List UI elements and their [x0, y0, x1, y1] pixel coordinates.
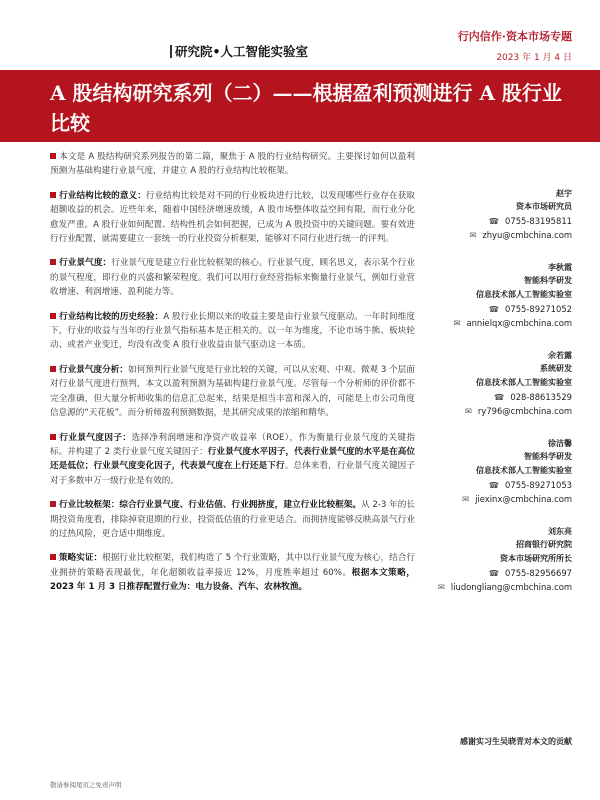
author-contact	[402, 566, 572, 580]
paragraph-emphasis: 根据本文策略，2023 年 1 月 3 日推荐配置行业为：电力设备、汽车、农林牧渔。	[50, 567, 415, 593]
author-title: 智能科学研发	[524, 276, 572, 285]
paragraph-body: A 股行业长期以来的收益主要是由行业景气度驱动。一年时间维度下，行业的收益与当年的行业景气指标基本是正相关的。以一年为维度，不论市场牛熊、板块轮动、或者产业变迁，均没有改变 A 股行业收益由景气驱动这一本质。	[50, 311, 415, 351]
paragraph-lead: 行业结构比较的意义：	[59, 190, 146, 201]
summary-paragraph	[50, 310, 415, 353]
email-icon: ✉	[464, 406, 472, 416]
author-title: 信息技术部人工智能实验室	[476, 466, 572, 475]
summary-paragraph	[50, 256, 415, 299]
divider-bar	[170, 45, 172, 58]
summary-paragraph	[50, 189, 415, 247]
summary-paragraph	[50, 498, 415, 541]
department-text: 研究院•人工智能实验室	[175, 44, 308, 59]
email-address: ry796@cmbchina.com	[477, 406, 572, 416]
paragraph-tail: 。总体来看，行业景气度关键因子对于多数申万一级行业是有效的。	[50, 461, 415, 486]
acknowledgement: 感谢实习生吴晓青对本文的贡献	[460, 736, 572, 746]
phone-icon: ☎	[488, 568, 500, 578]
author-name: 赵宇	[556, 188, 572, 198]
phone-icon: ☎	[493, 392, 505, 402]
author-title: 资本市场研究员	[516, 202, 572, 211]
bullet-square-icon	[50, 554, 56, 560]
phone-number: 0755-89271053	[505, 480, 572, 490]
author-card	[402, 186, 572, 242]
email-icon: ✉	[462, 494, 470, 504]
phone-icon: ☎	[488, 304, 500, 314]
bullet-square-icon	[50, 153, 56, 159]
email-address: annielqx@cmbchina.com	[466, 318, 572, 328]
author-name: 徐洁馨	[548, 438, 572, 448]
author-card	[402, 436, 572, 506]
author-contact	[402, 580, 572, 594]
summary-paragraph	[50, 363, 415, 421]
paragraph-lead: 行业景气度分析：	[59, 364, 129, 375]
author-title: 系统研发	[540, 364, 572, 373]
bullet-square-icon	[50, 366, 56, 372]
email-icon: ✉	[453, 318, 461, 328]
paragraph-lead: 行业结构比较的历史经验：	[59, 311, 164, 322]
author-title: 信息技术部人工智能实验室	[476, 290, 572, 299]
email-address: zhyu@cmbchina.com	[482, 230, 572, 240]
summary-body	[50, 150, 415, 605]
email-icon: ✉	[437, 582, 445, 592]
paragraph-lead: 行业景气度：	[59, 258, 112, 269]
author-name: 刘东亮	[548, 526, 572, 536]
disclaimer-note: 敬请参阅尾页之免责声明	[50, 781, 122, 789]
phone-icon: ☎	[488, 216, 500, 226]
report-date: 2023 年 1 月 4 日	[496, 53, 572, 63]
email-address: liudongliang@cmbchina.com	[450, 582, 572, 592]
author-contact	[402, 316, 572, 330]
author-title: 信息技术部人工智能实验室	[476, 378, 572, 387]
author-contact	[402, 492, 572, 506]
paragraph-body: 行业结构比较是对不同的行业板块进行比较，以发现哪些行业存在获取超额收益的机会。近些年来，随着中国经济增速放缓，A 股市场整体收益空间有限，而行业分化愈发严重。A 股行业如何配置、结构性机会如何把握，已成为 A 股投资中的关键问题。要有效进行行业配置，就需要建立一套统一的行业投资分析框架，能够对不同行业进行统一的评判。	[50, 190, 415, 245]
author-contact	[402, 228, 572, 242]
paragraph-lead: 行业景气度因子：	[59, 432, 132, 443]
report-meta	[458, 28, 572, 63]
summary-paragraph	[50, 431, 415, 489]
bullet-square-icon	[50, 434, 56, 440]
author-title: 招商银行研究院	[516, 540, 572, 549]
bullet-square-icon	[50, 192, 56, 198]
bullet-square-icon	[50, 501, 56, 507]
phone-number: 0755-89271052	[505, 304, 572, 314]
author-card	[402, 524, 572, 594]
author-title: 资本市场研究所所长	[500, 554, 572, 563]
report-category: 行内信作·资本市场专题	[457, 30, 572, 43]
summary-paragraph	[50, 551, 415, 594]
author-name: 余若露	[548, 350, 572, 360]
bullet-square-icon	[50, 313, 56, 319]
author-name: 李秋霞	[548, 262, 572, 272]
author-card	[402, 260, 572, 330]
paragraph-body: 如何预判行业景气度是行业比较的关键，可以从宏观、中观、微观 3 个层面对行业景气度进行预判，本文以盈利预测为基础构建行业景气度。尽管每一个分析师的评价都不完全准确，但大量分析师收集的信息汇总起来，结果是相当丰富和深入的，可能是上市公司角度信息源的“天花板”。而分析师盈利预测数据，是其研究成果的浓缩和精华。	[50, 364, 415, 419]
author-contact	[402, 478, 572, 492]
author-title: 智能科学研发	[524, 452, 572, 461]
bullet-square-icon	[50, 259, 56, 265]
author-contact	[402, 302, 572, 316]
author-card	[402, 348, 572, 418]
phone-number: 0755-82956697	[505, 568, 572, 578]
paragraph-body: 本文是 A 股结构研究系列报告的第二篇，聚焦于 A 股的行业结构研究。主要探讨如何以盈利预测为基础构建行业景气度，并建立 A 股的行业结构比较框架。	[50, 152, 415, 177]
paragraph-body: 选择净利润增速和净资产收益率（ROE），作为衡量行业景气度的关键指标。并构建了 2 类行业景气度关键因子：	[50, 432, 415, 457]
phone-number: 0755-83195811	[505, 216, 572, 226]
author-contact	[402, 214, 572, 228]
paragraph-body: 从 2-3 年的长期投资角度看，排除掉衰退期的行业，投资低估值的行业更适合。而拥挤度能够反映高景气行业的过热风险，更合适中期维度。	[50, 500, 415, 539]
title-banner	[0, 70, 600, 142]
paragraph-lead: 行业比较框架：综合行业景气度、行业估值、行业拥挤度，建立行业比较框架。	[59, 500, 361, 511]
paragraph-body: 行业景气度是建立行业比较框架的核心。行业景气度，顾名思义，表示某个行业的景气程度，即行业的兴盛和繁荣程度。我们可以用行业经营指标来衡量行业景气，例如行业营收增速、利润增速、盈利能力等。	[50, 258, 415, 298]
author-contact	[402, 404, 572, 418]
email-address: jiexinx@cmbchina.com	[475, 494, 572, 504]
summary-paragraph	[50, 150, 415, 179]
author-list	[402, 186, 572, 612]
phone-number: 028-88613529	[510, 392, 572, 402]
email-icon: ✉	[469, 230, 477, 240]
department-label	[170, 42, 308, 60]
report-title: A 股结构研究系列（二）——根据盈利预测进行 A 股行业比较	[50, 81, 562, 135]
paragraph-lead: 策略实证：	[59, 553, 103, 564]
paragraph-emphasis: 行业景气度水平因子，代表行业景气度的水平是在高位还是低位；行业景气度变化因子，代表景气度在上行还是下行	[50, 446, 415, 472]
author-contact	[402, 390, 572, 404]
phone-icon: ☎	[488, 480, 500, 490]
paragraph-body: 根据行业比较框架，我们构造了 5 个行业策略，其中以行业景气度为核心，结合行业拥挤的策略表现最优，年化超额收益率接近 12%，月度胜率超过 60%。	[50, 553, 415, 578]
